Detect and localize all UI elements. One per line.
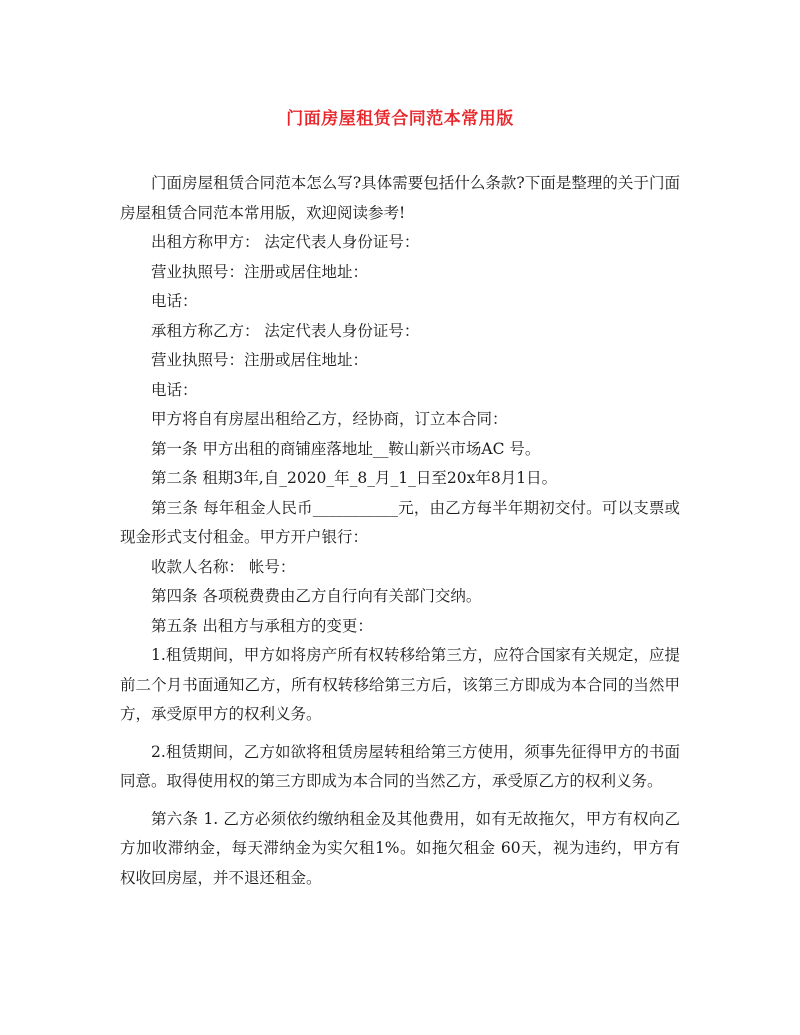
payee-line: 收款人名称： 帐号： [151,557,296,576]
article-3: 第三条 每年租金人民币___________元，由乙方每半年期初交付。可以支票或现金形式支付租金。甲方开户银行： [120,498,680,546]
agreement-line: 甲方将自有房屋出租给乙方，经协商，订立本合同： [151,410,508,428]
lessee-name-line: 承租方称乙方： 法定代表人身份证号： [151,321,420,340]
lessee-phone-line: 电话： [151,380,198,399]
lessor-phone-line: 电话： [151,292,198,310]
article-5: 第五条 出租方与承租方的变更： [151,616,373,635]
article-6: 第六条 1. 乙方必须依约缴纳租金及其他费用，如有无故拖欠，甲方有权向乙方加收滞纳金，每天滞纳金为实欠租1%。如拖欠租金 60天，视为违约，甲方有权收回房屋，并不退还租金。 [120,809,680,887]
article-2: 第二条 租期3年,自_2020_年_8_月_1_日至20x年8月1日。 [151,469,558,487]
article-5-clause-1: 1.租赁期间，甲方如将房产所有权转移给第三方，应符合国家有关规定，应提前二个月书面通知乙方，所有权转移给第三方后，该第三方即成为本合同的当然甲方，承受原甲方的权利义务。 [120,646,680,723]
lessor-license-line: 营业执照号：注册或居住地址： [151,262,369,281]
article-4: 第四条 各项税费费由乙方自行向有关部门交纳。 [151,587,482,605]
lessor-name-line: 出租方称甲方： 法定代表人身份证号： [151,233,420,251]
lessee-license-line: 营业执照号：注册或居住地址： [151,351,369,369]
document-title: 门面房屋租赁合同范本常用版 [286,109,514,129]
article-5-clause-2: 2.租赁期间，乙方如欲将租赁房屋转租给第三方使用，须事先征得甲方的书面同意。取得使用权的第三方即成为本合同的当然乙方，承受原乙方的权利义务。 [120,742,680,790]
document-body [120,169,680,893]
intro-paragraph: 门面房屋租赁合同范本怎么写?具体需要包括什么条款?下面是整理的关于门面房屋租赁合同范本常用版，欢迎阅读参考! [120,174,680,222]
article-1: 第一条 甲方出租的商铺座落地址__鞍山新兴市场AC 号。 [151,439,541,458]
